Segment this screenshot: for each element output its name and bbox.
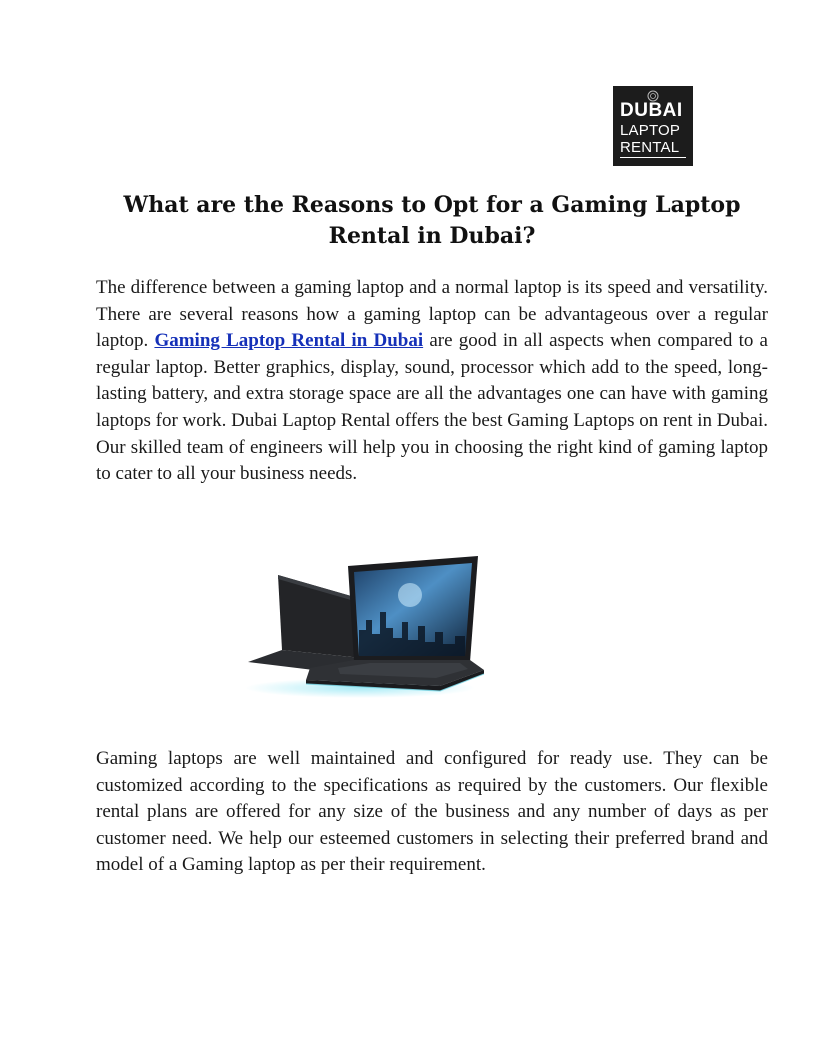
intro-text-end: are good in all aspects when compared to a regular laptop. Better graphics, display, sound, processor which add to the speed, long-lasting battery, and extra storage space are all the advantages one can have with gaming laptops for work. Dubai Laptop Rental offers the best Gaming Laptops on rent in Dubai. Our skilled team of engineers will help you in choosing the right kind of gaming laptop to cater to all your business needs. [96, 330, 768, 485]
logo-line-dubai: DUBAI [620, 100, 683, 121]
logo-line-laptop: LAPTOP [620, 122, 681, 139]
intro-paragraph [96, 275, 768, 488]
details-paragraph: Gaming laptops are well maintained and configured for ready use. They can be customized according to the specifications as required by the customers. Our flexible rental plans are offered for any size of the business and any number of days as per customer need. We help our esteemed customers in selecting their preferred brand and model of a Gaming laptop as per their requirement. [96, 748, 768, 876]
intro-text-start: The difference between a gaming laptop and a normal laptop is its speed and versatility. There are several reasons how a gaming laptop can be advantageous over a regular laptop. [96, 277, 768, 352]
logo-underline [620, 157, 686, 158]
gaming-laptop-rental-link[interactable]: Gaming Laptop Rental in Dubai [154, 330, 424, 352]
brand-logo [613, 86, 693, 166]
gaming-laptop-image [240, 550, 490, 700]
logo-line-rental: RENTAL [620, 139, 680, 156]
page-title: What are the Reasons to Opt for a Gaming Laptop Rental in Dubai? [123, 192, 741, 249]
